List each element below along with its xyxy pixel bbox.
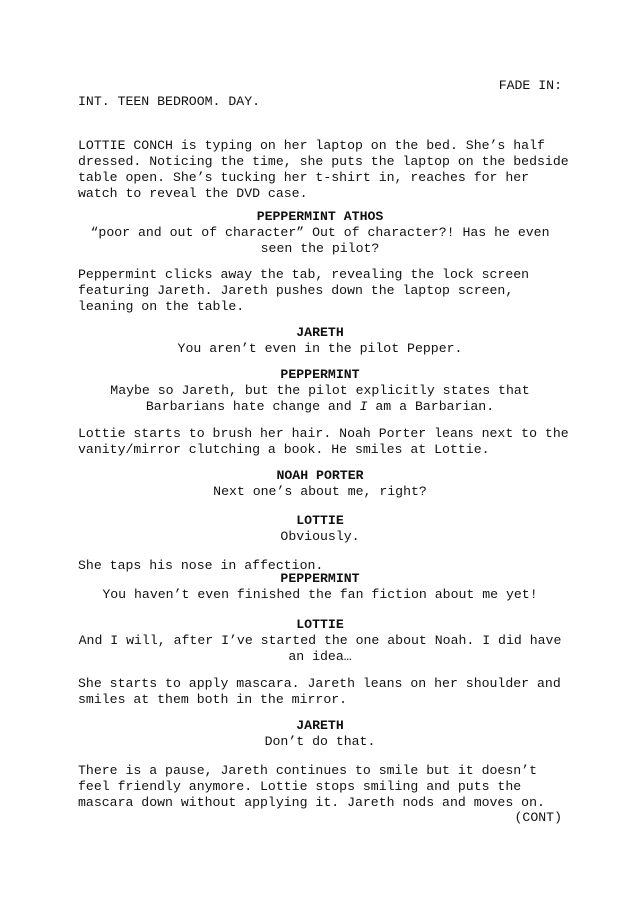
action-line: featuring Jareth. Jareth pushes down the laptop screen,: [78, 283, 514, 298]
dialogue-line: seen the pilot?: [260, 241, 380, 256]
dialogue-line: Next one’s about me, right?: [213, 484, 427, 499]
character-name: PEPPERMINT: [280, 571, 360, 586]
character-name: LOTTIE: [296, 513, 344, 528]
dialogue-line: And I will, after I’ve started the one about Noah. I did have: [78, 633, 562, 648]
action-line: Peppermint clicks away the tab, revealing the lock screen: [78, 267, 530, 282]
dialogue-line: “poor and out of character” Out of character?! Has he even: [90, 225, 550, 240]
dialogue-line: You aren’t even in the pilot Pepper.: [177, 341, 463, 356]
character-name: NOAH PORTER: [276, 468, 364, 483]
character-name: LOTTIE: [296, 617, 344, 632]
action-line: smiles at them both in the mirror.: [78, 692, 348, 707]
action-line: Lottie starts to brush her hair. Noah Porter leans next to the: [78, 426, 569, 441]
action-line: leaning on the table.: [78, 299, 245, 314]
dialogue-text: Barbarians hate change and: [145, 399, 360, 414]
dialogue-line: Don’t do that.: [264, 734, 376, 749]
character-name: PEPPERMINT ATHOS: [256, 209, 384, 224]
continued-marker: (CONT): [514, 810, 562, 825]
action-line: LOTTIE CONCH is typing on her laptop on the bed. She’s half: [78, 138, 545, 153]
scene-heading: INT. TEEN BEDROOM. DAY.: [78, 94, 261, 109]
action-line: mascara down without applying it. Jareth nods and moves on.: [78, 795, 545, 810]
action-line: She taps his nose in affection.: [78, 558, 324, 573]
dialogue-emphasis: I: [359, 399, 368, 414]
action-line: There is a pause, Jareth continues to smile but it doesn’t: [78, 763, 537, 778]
action-line: feel friendly anymore. Lottie stops smiling and puts the: [78, 779, 522, 794]
action-line: She starts to apply mascara. Jareth leans on her shoulder and: [78, 676, 561, 691]
action-line: watch to reveal the DVD case.: [78, 186, 308, 201]
character-name: JARETH: [296, 325, 344, 340]
dialogue-line: Maybe so Jareth, but the pilot explicitly states that: [110, 383, 530, 398]
dialogue-line: an idea…: [288, 649, 352, 664]
action-line: dressed. Noticing the time, she puts the laptop on the bedside: [78, 154, 569, 169]
dialogue-text: am a Barbarian.: [367, 399, 495, 414]
action-line: table open. She’s tucking her t-shirt in, reaches for her: [78, 170, 530, 185]
action-line: vanity/mirror clutching a book. He smiles at Lottie.: [78, 442, 490, 457]
character-name: JARETH: [296, 718, 344, 733]
transition-fade-in: FADE IN:: [498, 78, 562, 93]
dialogue-line: [78, 399, 562, 415]
character-name: PEPPERMINT: [280, 367, 360, 382]
dialogue-line: You haven’t even finished the fan fiction about me yet!: [102, 587, 538, 602]
dialogue-line: Obviously.: [280, 529, 360, 544]
